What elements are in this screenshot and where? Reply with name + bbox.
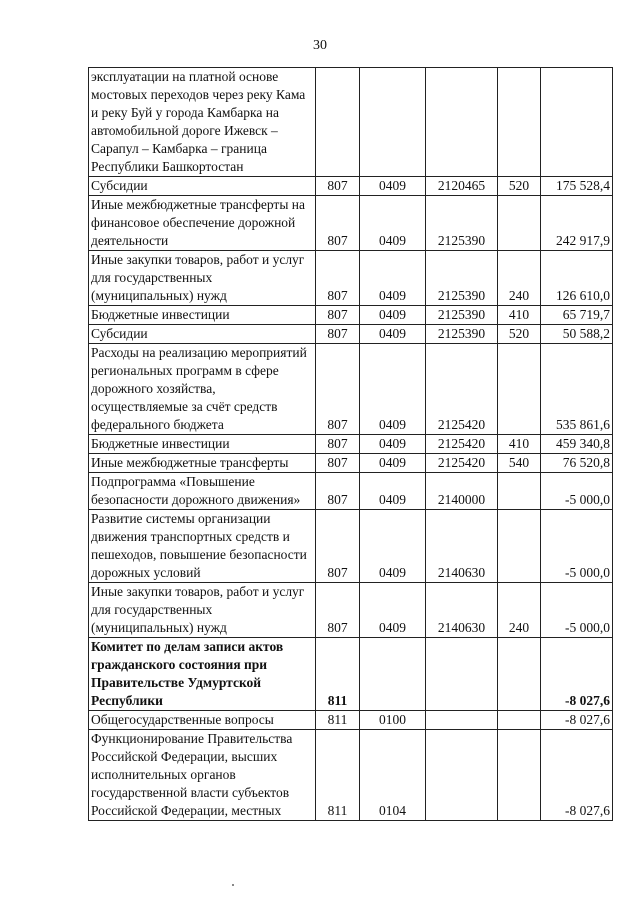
row-section-cell: 0409 — [360, 325, 426, 344]
table-row — [89, 344, 613, 435]
row-section-cell: 0409 — [360, 510, 426, 583]
row-name-cell: Иные межбюджетные трансферты — [89, 454, 316, 473]
row-amount-cell: 175 528,4 — [541, 177, 613, 196]
row-type-cell: 410 — [498, 306, 541, 325]
row-name-cell: Комитет по делам записи актов гражданского состояния при Правительстве Удмуртской Республики — [89, 638, 316, 711]
table-row — [89, 325, 613, 344]
row-type-cell — [498, 473, 541, 510]
row-target-cell: 2140000 — [426, 473, 498, 510]
table-row — [89, 68, 613, 177]
row-type-cell — [498, 510, 541, 583]
row-amount-cell: -8 027,6 — [541, 638, 613, 711]
row-target-cell — [426, 638, 498, 711]
row-name-cell: Бюджетные инвестиции — [89, 435, 316, 454]
table-row — [89, 306, 613, 325]
row-name-cell: Иные межбюджетные трансферты на финансовое обеспечение дорожной деятельности — [89, 196, 316, 251]
row-name-cell: Субсидии — [89, 325, 316, 344]
row-target-cell — [426, 730, 498, 821]
row-code-cell: 807 — [316, 454, 360, 473]
row-code-cell: 807 — [316, 251, 360, 306]
row-type-cell — [498, 711, 541, 730]
row-amount-cell: -5 000,0 — [541, 510, 613, 583]
row-section-cell — [360, 638, 426, 711]
row-amount-cell: -5 000,0 — [541, 473, 613, 510]
row-name-cell: Иные закупки товаров, работ и услуг для государственных (муниципальных) нужд — [89, 251, 316, 306]
row-code-cell: 807 — [316, 435, 360, 454]
row-target-cell: 2120465 — [426, 177, 498, 196]
row-type-cell: 240 — [498, 251, 541, 306]
row-type-cell — [498, 638, 541, 711]
row-target-cell: 2125390 — [426, 251, 498, 306]
row-type-cell: 240 — [498, 583, 541, 638]
row-name-cell: Функционирование Правительства Российской Федерации, высших исполнительных органов государственной власти субъектов Российской Федерации, местных — [89, 730, 316, 821]
row-type-cell — [498, 68, 541, 177]
row-type-cell — [498, 344, 541, 435]
row-target-cell: 2140630 — [426, 510, 498, 583]
table-row — [89, 473, 613, 510]
row-name-cell: Подпрограмма «Повышение безопасности дорожного движения» — [89, 473, 316, 510]
row-amount-cell: 76 520,8 — [541, 454, 613, 473]
row-section-cell: 0409 — [360, 251, 426, 306]
row-code-cell: 807 — [316, 510, 360, 583]
row-code-cell: 807 — [316, 344, 360, 435]
row-section-cell: 0100 — [360, 711, 426, 730]
row-section-cell: 0409 — [360, 435, 426, 454]
row-target-cell: 2125390 — [426, 306, 498, 325]
row-name-cell: Иные закупки товаров, работ и услуг для государственных (муниципальных) нужд — [89, 583, 316, 638]
row-section-cell: 0409 — [360, 344, 426, 435]
row-amount-cell: 242 917,9 — [541, 196, 613, 251]
row-type-cell: 520 — [498, 325, 541, 344]
table-row — [89, 177, 613, 196]
table-row — [89, 730, 613, 821]
table-row — [89, 510, 613, 583]
row-code-cell: 811 — [316, 711, 360, 730]
row-target-cell: 2125420 — [426, 344, 498, 435]
row-target-cell: 2125420 — [426, 435, 498, 454]
row-target-cell: 2125420 — [426, 454, 498, 473]
row-code-cell — [316, 68, 360, 177]
row-target-cell: 2125390 — [426, 325, 498, 344]
row-target-cell: 2140630 — [426, 583, 498, 638]
row-target-cell — [426, 68, 498, 177]
table-row — [89, 583, 613, 638]
row-code-cell: 811 — [316, 730, 360, 821]
table-row — [89, 435, 613, 454]
row-amount-cell: 65 719,7 — [541, 306, 613, 325]
row-section-cell: 0409 — [360, 306, 426, 325]
row-section-cell: 0104 — [360, 730, 426, 821]
budget-table-body — [89, 68, 613, 821]
row-target-cell — [426, 711, 498, 730]
row-code-cell: 807 — [316, 177, 360, 196]
table-row — [89, 711, 613, 730]
row-section-cell — [360, 68, 426, 177]
row-target-cell: 2125390 — [426, 196, 498, 251]
row-code-cell: 807 — [316, 473, 360, 510]
row-amount-cell: 126 610,0 — [541, 251, 613, 306]
row-code-cell: 807 — [316, 325, 360, 344]
row-type-cell — [498, 730, 541, 821]
table-row — [89, 454, 613, 473]
table-row — [89, 251, 613, 306]
table-row — [89, 638, 613, 711]
scan-speck — [232, 884, 234, 886]
row-section-cell: 0409 — [360, 473, 426, 510]
row-amount-cell — [541, 68, 613, 177]
row-name-cell: Общегосударственные вопросы — [89, 711, 316, 730]
row-amount-cell: 50 588,2 — [541, 325, 613, 344]
row-section-cell: 0409 — [360, 454, 426, 473]
row-code-cell: 807 — [316, 583, 360, 638]
row-amount-cell: 459 340,8 — [541, 435, 613, 454]
row-type-cell — [498, 196, 541, 251]
row-amount-cell: -5 000,0 — [541, 583, 613, 638]
table-row — [89, 196, 613, 251]
row-type-cell: 410 — [498, 435, 541, 454]
budget-table — [88, 67, 613, 821]
row-amount-cell: -8 027,6 — [541, 730, 613, 821]
row-section-cell: 0409 — [360, 177, 426, 196]
row-code-cell: 807 — [316, 196, 360, 251]
row-section-cell: 0409 — [360, 196, 426, 251]
row-code-cell: 807 — [316, 306, 360, 325]
row-name-cell: Расходы на реализацию мероприятий региональных программ в сфере дорожного хозяйства, осуществляемые за счёт средств федерального бюджета — [89, 344, 316, 435]
row-name-cell: эксплуатации на платной основе мостовых переходов через реку Кама и реку Буй у города Камбарка на автомобильной дороге Ижевск – Сарапул – Камбарка – граница Республики Башкортостан — [89, 68, 316, 177]
row-name-cell: Бюджетные инвестиции — [89, 306, 316, 325]
row-name-cell: Развитие системы организации движения транспортных средств и пешеходов, повышение безопасности дорожных условий — [89, 510, 316, 583]
row-name-cell: Субсидии — [89, 177, 316, 196]
page-number: 30 — [313, 38, 327, 53]
row-type-cell: 520 — [498, 177, 541, 196]
row-section-cell: 0409 — [360, 583, 426, 638]
row-amount-cell: 535 861,6 — [541, 344, 613, 435]
row-type-cell: 540 — [498, 454, 541, 473]
row-code-cell: 811 — [316, 638, 360, 711]
row-amount-cell: -8 027,6 — [541, 711, 613, 730]
